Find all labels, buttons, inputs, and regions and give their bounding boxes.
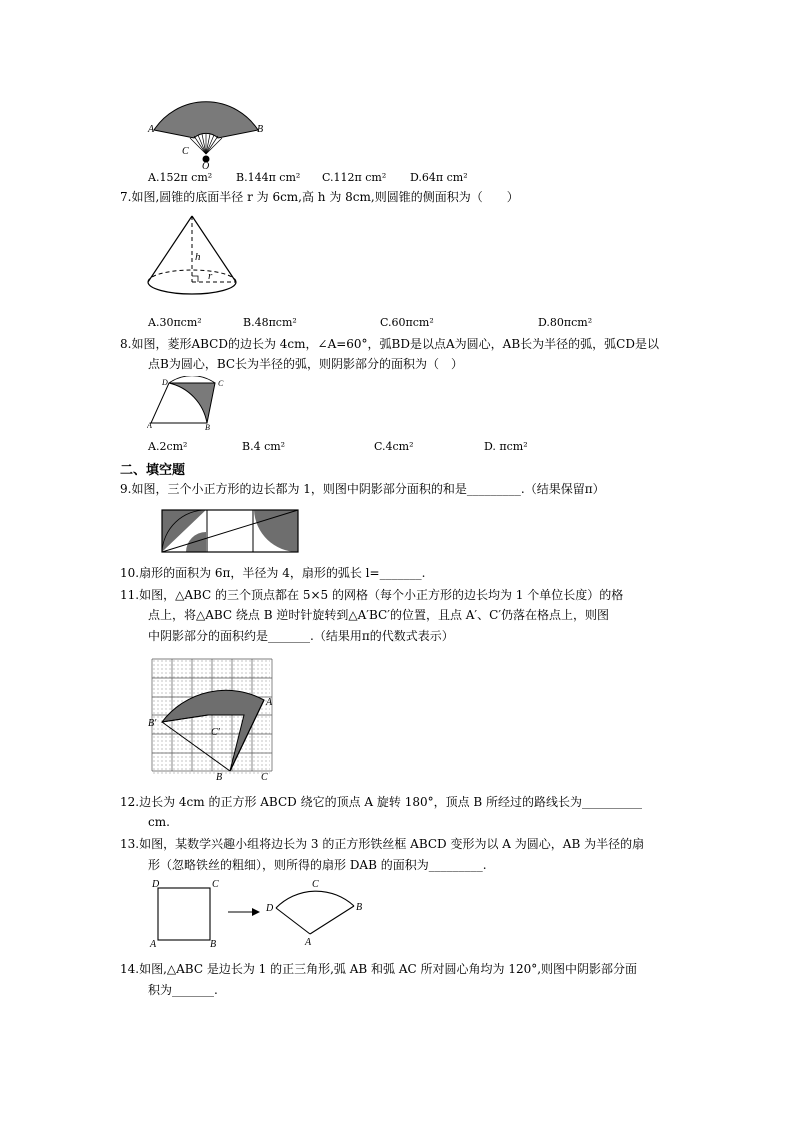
section-title-fill-in: 二、填空题 xyxy=(120,463,186,478)
q13-label-a-square: A xyxy=(150,939,157,948)
q6-choice-d: D.64π cm² xyxy=(410,171,468,184)
q7-choice-c: C.60πcm² xyxy=(380,316,434,329)
q6-label-b: B xyxy=(257,124,264,135)
q11-label-c-prime: C′ xyxy=(211,727,220,738)
q7-label-r: r xyxy=(208,270,213,282)
q13-label-b-square: B xyxy=(210,939,217,948)
q8-choice-b: B.4 cm² xyxy=(242,440,286,453)
q6-choice-b: B.144π cm² xyxy=(236,171,301,184)
q13-label-c-square: C xyxy=(212,879,219,890)
q11-label-b-prime: B′ xyxy=(148,718,157,729)
q8-choice-d: D. πcm² xyxy=(484,440,528,453)
q8-rhombus-figure xyxy=(147,376,227,430)
q11-question-line2: 点上，将△ABC 绕点 B 逆时针旋转到△A′BC′的位置，且点 A′、C′仍落在格点上，则图 xyxy=(148,608,610,622)
q8-choice-c: C.4cm² xyxy=(374,440,414,453)
q13-square-to-sector-figure xyxy=(148,876,368,948)
q7-choice-d: D.80πcm² xyxy=(538,316,593,329)
q7-choice-b: B.48πcm² xyxy=(243,316,297,329)
q11-question-line3: 中阴影部分的面积约是_______.（结果用π的代数式表示） xyxy=(148,629,454,643)
q7-label-h: h xyxy=(195,251,201,263)
q8-label-a: A xyxy=(147,421,152,430)
q7-question: 7.如图,圆锥的底面半径 r 为 6cm,高 h 为 8cm,则圆锥的侧面积为（ ） xyxy=(120,190,519,204)
q13-label-d-sector: D xyxy=(266,903,274,914)
q6-choice-a: A.152π cm² xyxy=(148,171,213,184)
q9-squares-figure xyxy=(160,508,300,554)
q12-question-line1: 12.边长为 4cm 的正方形 ABCD 绕它的顶点 A 旋转 180°，顶点 B 所经过的路线长为__________ xyxy=(120,795,643,809)
q14-question-line1: 14.如图,△ABC 是边长为 1 的正三角形,弧 AB 和弧 AC 所对圆心角均为 120°,则图中阴影部分面 xyxy=(120,962,638,976)
q6-choice-c: C.112π cm² xyxy=(322,171,387,184)
q8-label-b: B xyxy=(205,423,210,430)
q8-question-line1: 8.如图，菱形ABCD的边长为 4cm，∠A=60°，弧BD是以点A为圆心，AB长为半径的弧，弧CD是以 xyxy=(120,337,659,351)
q11-question-line1: 11.如图，△ABC 的三个顶点都在 5×5 的网格（每个小正方形的边长均为 1 个单位长度）的格 xyxy=(120,588,624,602)
q14-question-line2: 积为_______. xyxy=(148,983,218,997)
q13-question-line2: 形（忽略铁丝的粗细），则所得的扇形 DAB 的面积为_________. xyxy=(148,858,487,872)
q8-label-d: D xyxy=(162,378,168,387)
q6-label-c: C xyxy=(182,146,189,157)
q13-label-a-sector: A xyxy=(305,937,312,948)
q13-label-c-sector: C xyxy=(312,879,319,890)
q8-choice-a: A.2cm² xyxy=(148,440,188,453)
q13-label-d-square: D xyxy=(152,879,160,890)
q8-question-line2: 点B为圆心，BC长为半径的弧，则阴影部分的面积为（ ） xyxy=(148,357,464,371)
q9-question: 9.如图，三个小正方形的边长都为 1，则图中阴影部分面积的和是_________.（结果保留π） xyxy=(120,482,605,496)
q6-fan-figure xyxy=(140,92,270,170)
q10-question: 10.扇形的面积为 6π，半径为 4，扇形的弧长 l=_______. xyxy=(120,566,426,580)
q7-cone-figure xyxy=(144,212,242,304)
q11-label-a: A xyxy=(266,697,273,708)
q13-question-line1: 13.如图，某数学兴趣小组将边长为 3 的正方形铁丝框 ABCD 变形为以 A 为圆心，AB 为半径的扇 xyxy=(120,837,645,851)
q11-grid-figure xyxy=(148,655,280,781)
q11-label-c: C xyxy=(261,772,268,781)
q8-label-c: C xyxy=(218,379,224,388)
q7-choice-a: A.30πcm² xyxy=(148,316,202,329)
q6-label-a: A xyxy=(148,124,155,135)
q11-label-b: B xyxy=(216,772,223,781)
q6-label-o: O xyxy=(202,161,210,170)
q12-question-line2: cm. xyxy=(148,815,170,829)
q13-label-b-sector: B xyxy=(356,902,363,913)
